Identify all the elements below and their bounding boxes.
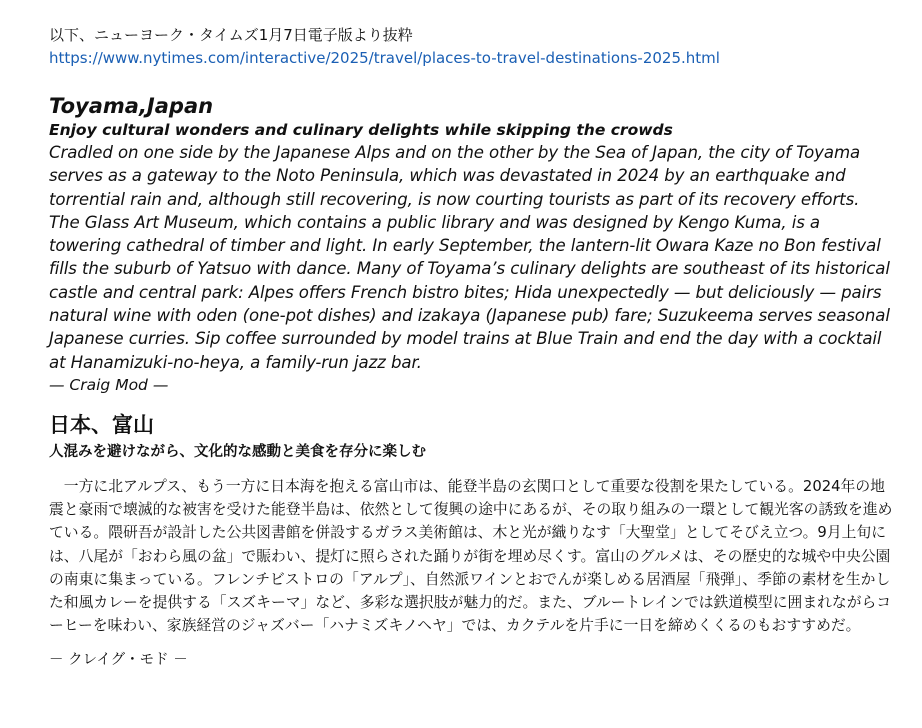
japanese-subtitle: 人混みを避けながら、文化的な感動と美食を存分に楽しむ <box>49 443 426 460</box>
japanese-title: 日本、富山 <box>49 412 154 437</box>
english-body: Cradled on one side by the Japanese Alps and on the other by the Sea of Japan, the city of Toyama serves as a gateway to the Noto Peninsula, which was devastated in 2024 by an earthquake and torrential rain and, although still recovering, is now courting tourists as part of its recovery efforts. The Glass Art Museum, which contains a public library and was designed by Kengo Kuma, is a towering cathedral of timber and light. In early September, the lantern-lit Owara Kaze no Bon festival fills the suburb of Yatsuo with dance. Many of Toyama’s culinary delights are southeast of its historical castle and central park: Alpes offers French bistro bites; Hida unexpectedly — but deliciously — pairs natural wine with oden (one-pot dishes) and izakaya (Japanese pub) fare; Suzukeema serves seasonal Japanese curries. Sip coffee surrounded by model trains at Blue Train and end the day with a cocktail at Hanamizuki-no-heya, a family-run jazz bar. <box>49 143 890 372</box>
document-page <box>49 24 894 671</box>
intro-text: 以下、ニューヨーク・タイムズ1月7日電子版より抜粋 <box>49 26 413 44</box>
source-url-link[interactable]: https://www.nytimes.com/interactive/2025/travel/places-to-travel-destinations-2025.html <box>49 49 720 67</box>
japanese-credit: － クレイグ・モド － <box>49 652 188 669</box>
english-credit: — Craig Mod — <box>49 375 169 394</box>
english-subtitle: Enjoy cultural wonders and culinary delights while skipping the crowds <box>49 121 673 139</box>
japanese-body: 一方に北アルプス、もう一方に日本海を抱える富山市は、能登半島の玄関口として重要な役割を果たしている。2024年の地震と豪雨で壊滅的な被害を受けた能登半島は、依然として復興の途中にあるが、その取り組みの一環として観光客の誘致を進めている。隈研吾が設計した公共図書館を併設するガラス美術館は、木と光が織りなす「大聖堂」としてそびえ立つ。9月上旬には、八尾が「おわら風の盆」で賑わい、提灯に照らされた踊りが街を埋め尽くす。富山のグルメは、その歴史的な城や中央公園の南東に集まっている。フレンチビストロの「アルプ」、自然派ワインとおでんが楽しめる居酒屋「飛弾」、季節の素材を生かした和風カレーを提供する「スズキーマ」など、多彩な選択肢が魅力的だ。また、ブルートレインでは鉄道模型に囲まれながらコーヒーを味わい、家族経営のジャズバー「ハナミズキノヘヤ」では、カクテルを片手に一日を締めくくるのもおすすめだ。 <box>49 477 893 635</box>
english-title: Toyama,Japan <box>49 94 214 118</box>
